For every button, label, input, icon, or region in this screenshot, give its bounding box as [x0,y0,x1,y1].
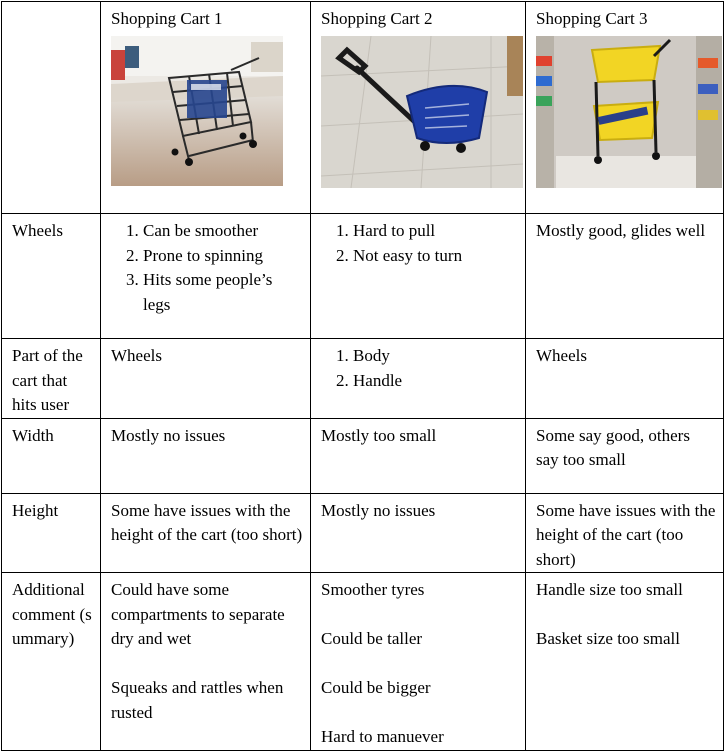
cell-height-cart-3: Some have issues with the height of the cart (too short) [526,493,724,573]
comparison-table [1,1,724,751]
shopping-trolley-photo [111,36,283,186]
list-item: 2. Handle [353,369,518,394]
column-title: Shopping Cart 1 [111,9,223,28]
comment-text: Could be taller [321,629,423,648]
comment-text: Hard to manuever [321,727,444,746]
row-width [2,418,724,493]
cell-comment-cart-1 [101,573,311,751]
list-item: 1. Can be smoother [143,219,303,244]
comment-text: Could have some compartments to separate dry and wet [111,580,285,648]
cell-wheels-cart-1 [101,214,311,339]
cell-part-cart-2 [311,339,526,419]
cell-wheels-cart-3: Mostly good, glides well [526,214,724,339]
row-label: Wheels [2,214,101,339]
yellow-basket-trolley-photo [536,36,722,188]
part-list [321,344,518,393]
cell-height-cart-2: Mostly no issues [311,493,526,573]
header-cart-2 [311,2,526,214]
row-label: Height [2,493,101,573]
list-item: 1. Body [353,344,518,369]
list-item: 2. Prone to spinning [143,244,303,269]
row-wheels [2,214,724,339]
row-label: Part of the cart that hits user [2,339,101,419]
comment-text: Smoother tyres [321,580,425,599]
cell-part-cart-3: Wheels [526,339,724,419]
issue-list [111,219,303,317]
cell-width-cart-2: Mostly too small [311,418,526,493]
list-item: 1. Hard to pull [353,219,518,244]
corner-cell [2,2,101,214]
list-item: 2. Not easy to turn [353,244,518,269]
issue-list [321,219,518,268]
list-item: 3. Hits some people’s legs [143,268,303,317]
column-title: Shopping Cart 2 [321,9,433,28]
row-label: Additional comment (summary) [2,573,101,751]
header-cart-3 [526,2,724,214]
row-additional-comment [2,573,724,751]
cell-width-cart-3: Some say good, others say too small [526,418,724,493]
comment-text: Could be bigger [321,678,431,697]
column-title: Shopping Cart 3 [536,9,648,28]
row-part-hits-user [2,339,724,419]
comment-text: Squeaks and rattles when rusted [111,678,284,722]
cell-height-cart-1: Some have issues with the height of the cart (too short) [101,493,311,573]
cell-comment-cart-2 [311,573,526,751]
row-height [2,493,724,573]
header-row [2,2,724,214]
cell-wheels-cart-2 [311,214,526,339]
cell-part-cart-1: Wheels [101,339,311,419]
row-label: Width [2,418,101,493]
comment-text: Basket size too small [536,629,681,648]
cell-width-cart-1: Mostly no issues [101,418,311,493]
comment-text: Handle size too small [536,580,683,599]
cell-comment-cart-3 [526,573,724,751]
header-cart-1 [101,2,311,214]
rolling-basket-photo [321,36,523,188]
